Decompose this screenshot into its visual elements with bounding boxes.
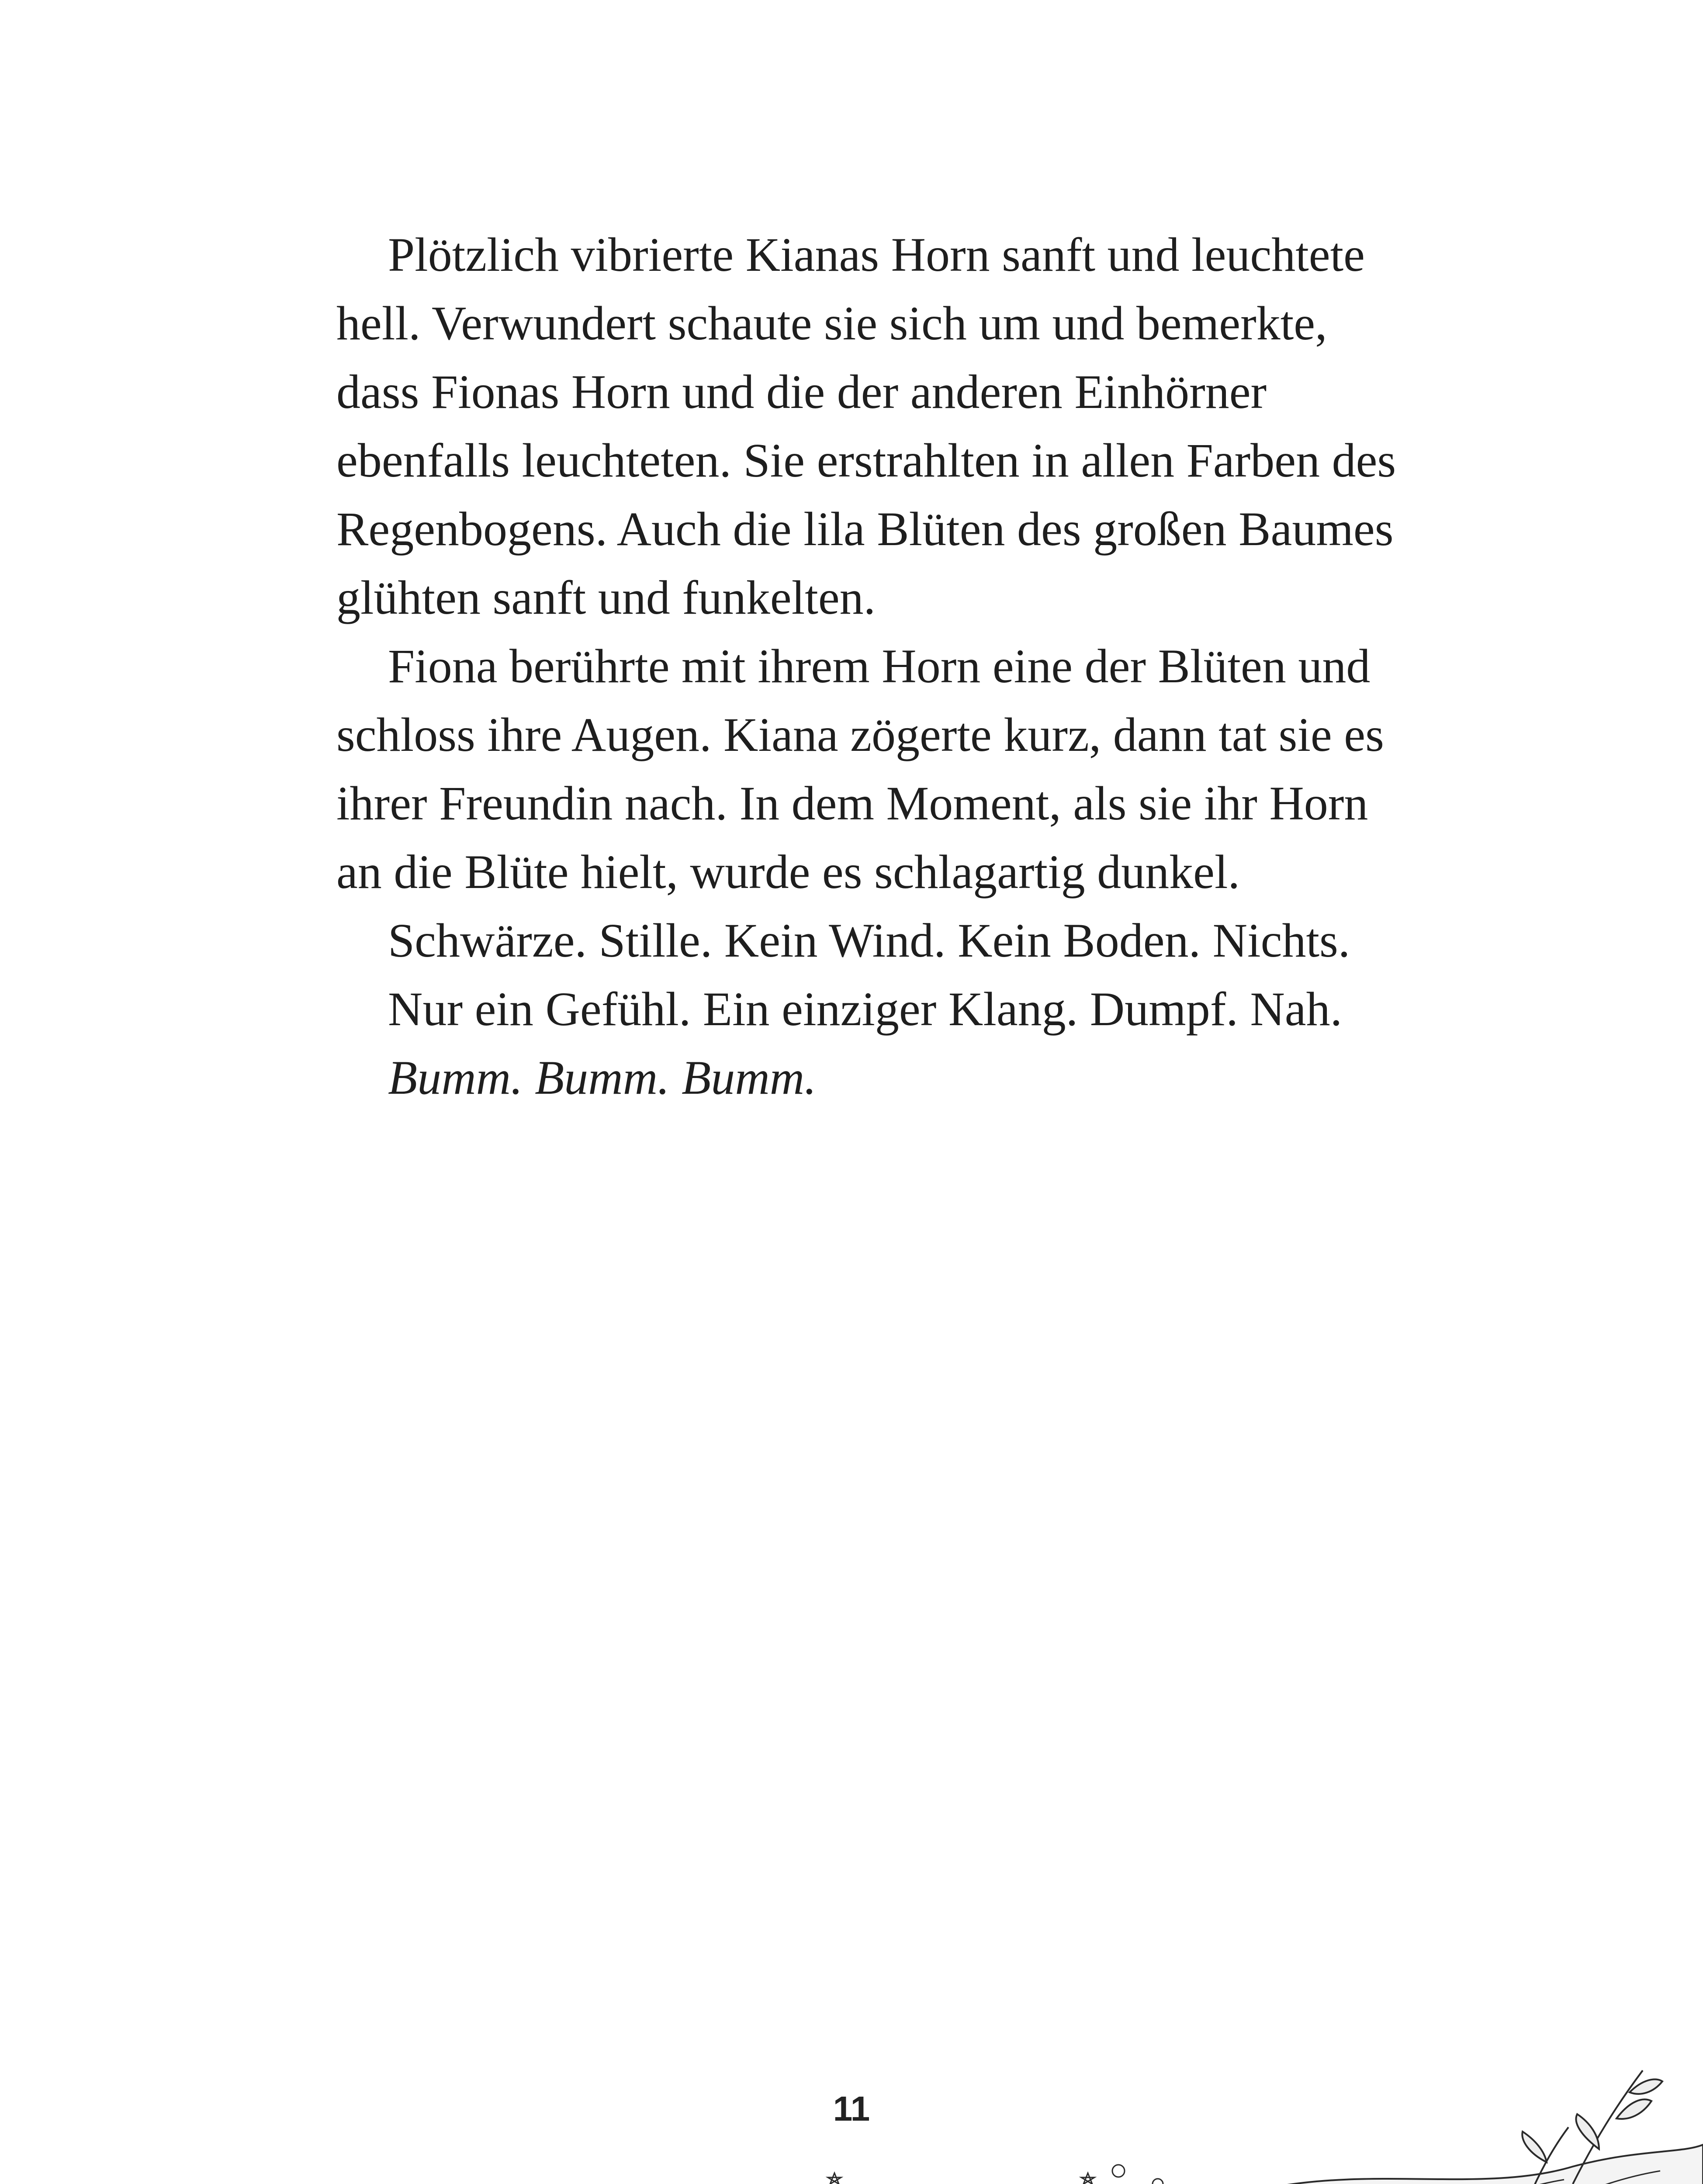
flower-accents <box>93 2165 1163 2184</box>
line-darkness: Schwärze. Stille. Kein Wind. Kein Boden. Nichts. <box>388 914 1350 967</box>
line-heartbeat: Bumm. Bumm. Bumm. <box>388 1051 817 1104</box>
line-feeling: Nur ein Gefühl. Ein einziger Klang. Dumpf. Nah. <box>388 982 1343 1036</box>
page-number: 11 <box>833 2089 870 2128</box>
body-text <box>336 221 1472 1112</box>
paragraph-1: Plötzlich vibrierte Kianas Horn sanft und leuchtete hell. Verwundert schaute sie sich um und bemerkte, dass Fionas Horn und die der anderen Einhörner ebenfalls leuchteten. Sie erstrahlten in allen Farben des Regenbogens. Auch die lila Blüten des großen Baumes glühten sanft und funkelten. <box>336 228 1396 624</box>
grass-mass <box>0 2145 1703 2184</box>
grass-border-illustration <box>0 2053 1703 2184</box>
paragraph-2: Fiona berührte mit ihrem Horn eine der Blüten und schloss ihre Augen. Kiana zögerte kurz, dann tat sie es ihrer Freundin nach. In dem Moment, als sie ihr Horn an die Blüte hielt, wurde es schlagartig dunkel. <box>336 639 1384 898</box>
